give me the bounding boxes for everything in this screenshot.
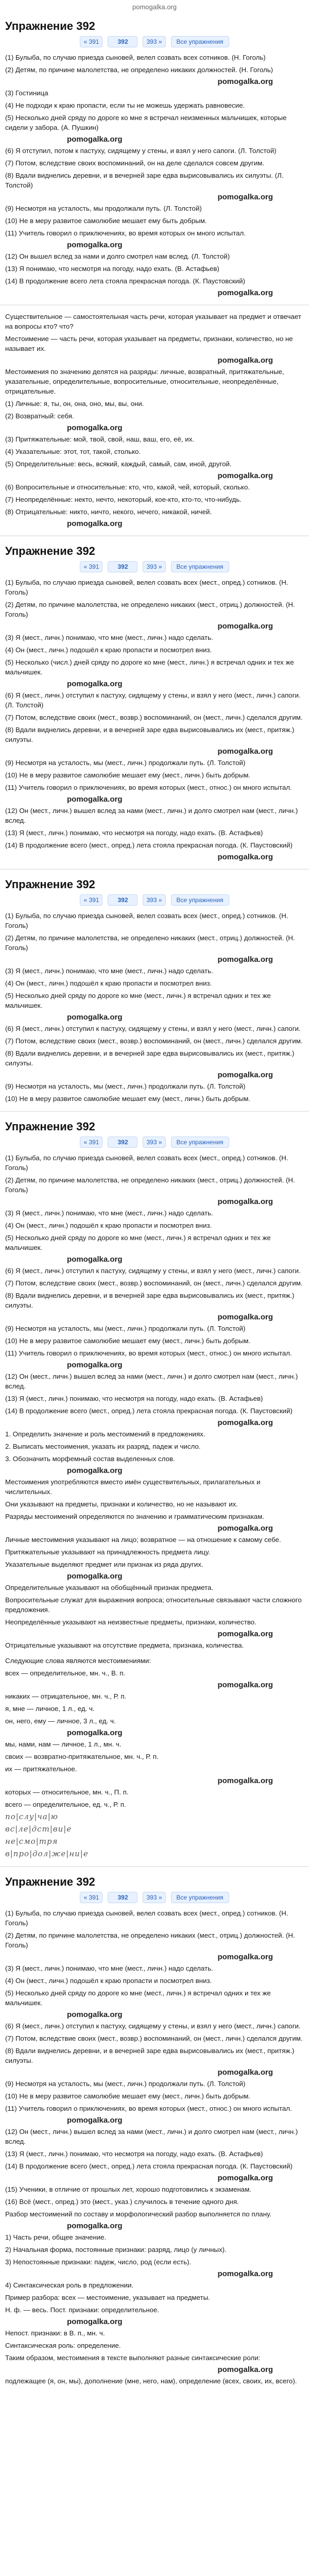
text-line: 1. Определить значение и роль местоимений в предложениях.	[5, 1430, 205, 1438]
watermark: pomogalka.org	[217, 622, 273, 631]
exercise-text	[5, 1153, 304, 1650]
text-line: (9) Несмотря на усталость, мы (мест., личн.) продолжали путь. (Л. Толстой)	[5, 1082, 246, 1090]
text-line: (5) Несколько дней сряду по дороге ко мне (мест., личн.) я встречал одних и тех же мальчишек.	[5, 1989, 271, 2007]
text-line: (8) Вдали виднелись деревни, и в вечерней заре едва вырисовывались их силуэты. (Л. Толстой)	[5, 172, 284, 189]
exercise-block-4	[0, 1115, 309, 1650]
current-exercise: 392	[108, 894, 138, 906]
text-line: Они указывают на предметы, признаки и количество, но не называют их.	[5, 1500, 238, 1508]
watermark: pomogalka.org	[217, 1418, 273, 1427]
text-line: (3) Я (мест., личн.) понимаю, что мне (мест., личн.) надо сделать.	[5, 967, 213, 975]
exercise-title: Упражнение 392	[5, 1120, 95, 1133]
watermark: pomogalka.org	[217, 1630, 273, 1638]
exercise-block-1	[0, 14, 309, 297]
text-line: (13) Я (мест., личн.) понимаю, что несмотря на погоду, надо ехать. (В. Астафьев)	[5, 829, 263, 837]
handwritten-breakdown-2: вс|ле|дст|ви|е	[5, 1824, 72, 1834]
exercise-nav	[5, 894, 304, 906]
text-line: я, мне — личное, 1 л., ед. ч.	[5, 1705, 95, 1713]
all-exercises-button[interactable]: Все упражнения	[171, 561, 229, 572]
text-line: (2) Детям, по причине малолетства, не определено никаких (мест., отриц.) должностей. (Н. Гоголь)	[5, 1931, 295, 1949]
text-line: (11) Учитель говорил о приключениях, во время которых (мест., относ.) он много испытал.	[5, 1349, 292, 1357]
text-line: Личные местоимения указывают на лицо; возвратное — на отношение к самому себе.	[5, 1536, 281, 1544]
watermark: pomogalka.org	[67, 795, 123, 804]
text-line: (16) Всё (мест., опред.) это (мест., указ.) случилось в течение одного дня.	[5, 2198, 239, 2206]
text-line: (1) Булыба, по случаю приезда сыновей, велел созвать всех (мест., опред.) сотников. (Н. Гоголь)	[5, 1909, 288, 1927]
all-exercises-button[interactable]: Все упражнения	[171, 36, 229, 47]
text-line: (12) Он (мест., личн.) вышел вслед за нами (мест., личн.) и долго смотрел нам (мест., личн.) вслед.	[5, 1372, 298, 1390]
text-line: (1) Личные: я, ты, он, она, оно, мы, вы, они.	[5, 400, 144, 408]
next-exercise-button[interactable]: 393 »	[143, 1137, 165, 1148]
current-exercise: 392	[108, 1892, 138, 1903]
text-line: (6) Я отступил, потом к пастуху, сидящему у стены, и взял у него сапоги. (Л. Толстой)	[5, 147, 277, 155]
watermark: pomogalka.org	[217, 747, 273, 756]
text-line: (1) Булыба, по случаю приезда сыновей, велел созвать всех (мест., опред.) сотников. (Н. Гоголь)	[5, 912, 288, 929]
text-line: (9) Несмотря на усталость, мы (мест., личн.) продолжали путь. (Л. Толстой)	[5, 759, 246, 767]
watermark: pomogalka.org	[67, 423, 123, 432]
text-line: мы, нами, нам — личное, 1 л., мн. ч.	[5, 1740, 122, 1748]
watermark: pomogalka.org	[217, 1313, 273, 1321]
next-exercise-button[interactable]: 393 »	[143, 894, 165, 906]
text-line: (3) Я (мест., личн.) понимаю, что мне (мест., личн.) надо сделать.	[5, 1964, 213, 1972]
next-exercise-button[interactable]: 393 »	[143, 561, 165, 572]
text-line: (2) Детям, по причине малолетства, не определено никаких (мест., отриц.) должностей. (Н. Гоголь)	[5, 934, 295, 952]
text-line: их — притяжательное.	[5, 1765, 77, 1773]
watermark: pomogalka.org	[67, 519, 123, 528]
text-line: (1) Булыба, по случаю приезда сыновей, велел созвать всех сотников. (Н. Гоголь)	[5, 54, 266, 61]
text-line: (12) Он (мест., личн.) вышел вслед за нами (мест., личн.) и долго смотрел нам (мест., личн.) вслед.	[5, 2128, 298, 2145]
text-line: Следующие слова являются местоимениями:	[5, 1657, 151, 1665]
watermark: pomogalka.org	[217, 955, 273, 964]
text-line: 3. Обозначить морфемный состав выделенных слов.	[5, 1455, 175, 1463]
watermark: pomogalka.org	[67, 1361, 123, 1369]
text-line: Разбор местоимений по составу и морфологический разбор выполняется по плану.	[5, 2210, 272, 2218]
text-line: (6) Я (мест., личн.) отступил к пастуху, сидящему у стены, и взял у него (мест., личн.) сапоги.	[5, 2022, 301, 2030]
exercise-text	[5, 911, 304, 1104]
text-line: Определительные указывают на обобщённый признак предмета.	[5, 1584, 214, 1591]
text-line: (7) Потом, вследствие своих (мест., возвр.) воспоминаний, он (мест., личн.) сделался другим.	[5, 714, 303, 721]
text-line: (10) Не в меру развитое самолюбие мешает ему (мест., личн.) быть добрым.	[5, 1337, 251, 1345]
prev-exercise-button[interactable]: « 391	[80, 561, 102, 572]
watermark: pomogalka.org	[67, 1013, 123, 1022]
watermark: pomogalka.org	[217, 193, 273, 201]
text-line: (3) Притяжательные: мой, твой, свой, наш, ваш, его, её, их.	[5, 435, 195, 443]
text-line: (9) Несмотря на усталость, мы (мест., личн.) продолжали путь. (Л. Толстой)	[5, 2080, 246, 2088]
text-line: (13) Я (мест., личн.) понимаю, что несмотря на погоду, надо ехать. (В. Астафьев)	[5, 2150, 263, 2158]
text-line: (7) Неопределённые: некто, нечто, некоторый, кое-кто, кто-то, что-нибудь.	[5, 496, 242, 503]
watermark: pomogalka.org	[217, 1681, 273, 1689]
watermark: pomogalka.org	[217, 1776, 273, 1785]
watermark: pomogalka.org	[217, 2269, 273, 2278]
text-line: (15) Ученики, в отличие от прошлых лет, хорошо подготовились к экзаменам.	[5, 2185, 252, 2193]
text-line: Местоимения употребляются вместо имён существительных, прилагательных и числительных.	[5, 1478, 261, 1496]
watermark: pomogalka.org	[217, 471, 273, 480]
text-line: (1) Булыба, по случаю приезда сыновей, велел созвать всех (мест., опред.) сотников. (Н. Гоголь)	[5, 1154, 288, 1172]
prev-exercise-button[interactable]: « 391	[80, 1137, 102, 1148]
text-line: (14) В продолжение всего (мест., опред.) лета стояла прекрасная погода. (К. Паустовский)	[5, 1407, 293, 1415]
text-line: (6) Я (мест., личн.) отступил к пастуху, сидящему у стены, и взял у него (мест., личн.) сапоги.	[5, 1267, 301, 1275]
text-line: (14) В продолжение всего (мест., опред.) лета стояла прекрасная погода. (К. Паустовский)	[5, 841, 293, 849]
text-line: никаких — отрицательное, мн. ч., Р. п.	[5, 1692, 127, 1700]
exercise-text	[5, 1908, 304, 2386]
text-line: (4) Он (мест., личн.) подошёл к краю пропасти и посмотрел вниз.	[5, 1222, 212, 1229]
text-line: 4) Синтаксическая роль в предложении.	[5, 2281, 134, 2289]
handwritten-breakdown-3: не|смо|тря	[5, 1837, 58, 1846]
text-line: (8) Вдали виднелись деревни, и в вечерней заре едва вырисовывались их (мест., притяж.) силуэты.	[5, 2047, 295, 2064]
text-line: (13) Я понимаю, что несмотря на погоду, надо ехать. (В. Астафьев)	[5, 265, 219, 273]
text-line: (1) Булыба, по случаю приезда сыновей, велел созвать всех (мест., опред.) сотников. (Н. Гоголь)	[5, 579, 288, 596]
watermark: pomogalka.org	[67, 241, 123, 249]
text-line: он, него, ему — личное, 3 л., ед. ч.	[5, 1717, 116, 1725]
watermark: pomogalka.org	[217, 289, 273, 297]
prev-exercise-button[interactable]: « 391	[80, 894, 102, 906]
text-line: (7) Потом, вследствие своих воспоминаний, он на деле сделался совсем другим.	[5, 159, 265, 167]
exercise-block-3	[0, 873, 309, 1104]
divider	[0, 535, 309, 536]
text-line: всех — определительное, мн. ч., В. п.	[5, 1669, 126, 1677]
watermark: pomogalka.org	[217, 2365, 273, 2374]
text-line: Местоимения по значению делятся на разряды: личные, возвратный, притяжательные, указательные, определительные, вопросительные, относительные, неопределённые, отрицательные.	[5, 368, 284, 395]
text-line: (8) Вдали виднелись деревни, и в вечерней заре едва вырисовывались их (мест., притяж.) силуэты.	[5, 1049, 295, 1067]
watermark: pomogalka.org	[67, 2317, 123, 2326]
text-line: (5) Несколько дней сряду по дороге ко мне я встречал неизменных мальчишек, которые сидели у забора. (А. Пушкин)	[5, 114, 287, 131]
analysis-block	[0, 1653, 309, 1859]
theory-text	[5, 312, 304, 528]
text-line: Отрицательные указывают на отсутствие предмета, признака, количества.	[5, 1641, 244, 1649]
text-line: (4) Он (мест., личн.) подошёл к краю пропасти и посмотрел вниз.	[5, 979, 212, 987]
divider	[0, 869, 309, 870]
text-line: Непост. признаки: в В. п., мн. ч.	[5, 2329, 105, 2337]
watermark: pomogalka.org	[67, 1255, 123, 1264]
watermark: pomogalka.org	[217, 853, 273, 861]
watermark: pomogalka.org	[67, 680, 123, 688]
text-line: Неопределённые указывают на неизвестные предметы, признаки, количество.	[5, 1618, 256, 1626]
text-line: (8) Вдали виднелись деревни, и в вечерней заре едва вырисовывались их (мест., притяж.) силуэты.	[5, 1292, 295, 1309]
text-line: (6) Я (мест., личн.) отступил к пастуху, сидящему у стены, и взял у него (мест., личн.) сапоги. (Л. Толстой)	[5, 691, 301, 709]
divider	[0, 1111, 309, 1112]
text-line: Указательные выделяют предмет или признак из ряда других.	[5, 1561, 203, 1568]
text-line: Существительное — самостоятельная часть речи, которая указывает на предмет и отвечает на вопросы кто? что?	[5, 313, 301, 330]
all-exercises-button[interactable]: Все упражнения	[171, 1892, 229, 1903]
prev-exercise-button[interactable]: « 391	[80, 36, 102, 47]
exercise-block-2	[0, 539, 309, 861]
watermark: pomogalka.org	[67, 135, 123, 144]
exercise-nav	[5, 1892, 304, 1903]
exercise-block-5	[0, 1870, 309, 2386]
exercise-nav	[5, 36, 304, 47]
text-line: (6) Я (мест., личн.) отступил к пастуху, сидящему у стены, и взял у него (мест., личн.) сапоги.	[5, 1025, 301, 1032]
text-line: Вопросительные служат для выражения вопроса; относительные связывают части сложного предложения.	[5, 1596, 302, 1614]
current-exercise: 392	[108, 36, 138, 47]
divider	[0, 1866, 309, 1867]
text-line: (13) Я (мест., личн.) понимаю, что несмотря на погоду, надо ехать. (В. Астафьев)	[5, 1395, 263, 1402]
watermark: pomogalka.org	[217, 1071, 273, 1079]
text-line: (12) Он (мест., личн.) вышел вслед за нами (мест., личн.) и долго смотрел нам (мест., личн.) вслед.	[5, 807, 298, 824]
exercise-text	[5, 53, 304, 297]
text-line: (11) Учитель говорил о приключениях, во время которых (мест., относ.) он много испытал.	[5, 2105, 292, 2112]
exercise-nav	[5, 1137, 304, 1148]
text-line: (3) Я (мест., личн.) понимаю, что мне (мест., личн.) надо сделать.	[5, 634, 213, 641]
text-line: (4) Он (мест., личн.) подошёл к краю пропасти и посмотрел вниз.	[5, 1977, 212, 1985]
text-line: (10) Не в меру развитое самолюбие мешает ему (мест., личн.) быть добрым.	[5, 771, 251, 779]
text-line: Пример разбора: всех — местоимение, указывает на предметы.	[5, 2294, 210, 2301]
text-line: (2) Детям, по причине малолетства, не определено никаких (мест., отриц.) должностей. (Н. Гоголь)	[5, 601, 295, 618]
text-line: подлежащее (я, он, мы), дополнение (мне, него, нам), определение (всех, своих, их, всего).	[5, 2377, 297, 2385]
text-line: (9) Несмотря на усталость, мы (мест., личн.) продолжали путь. (Л. Толстой)	[5, 1325, 246, 1332]
text-line: (4) Указательные: этот, тот, такой, столько.	[5, 448, 141, 455]
watermark: pomogalka.org	[67, 2222, 123, 2230]
exercise-title: Упражнение 392	[5, 1875, 95, 1888]
text-line: (4) Он (мест., личн.) подошёл к краю пропасти и посмотрел вниз.	[5, 646, 212, 654]
current-exercise: 392	[108, 561, 138, 572]
text-line: (5) Несколько дней сряду по дороге ко мне (мест., личн.) я встречал одних и тех же мальчишек.	[5, 1234, 271, 1251]
text-line: (9) Несмотря на усталость, мы продолжали путь. (Л. Толстой)	[5, 205, 202, 212]
text-line: своих — возвратно-притяжательное, мн. ч., Р. п.	[5, 1753, 159, 1760]
analysis-text	[5, 1656, 304, 1809]
text-line: (2) Детям, по причине малолетства, не определено никаких (мест., отриц.) должностей. (Н. Гоголь)	[5, 1176, 295, 1194]
text-line: 3) Непостоянные признаки: падеж, число, род (если есть).	[5, 2258, 192, 2266]
text-line: 2) Начальная форма, постоянные признаки: разряд, лицо (у личных).	[5, 2246, 227, 2253]
text-line: (10) Не в меру развитое самолюбие мешает ему (мест., личн.) быть добрым.	[5, 2092, 251, 2100]
text-line: (6) Вопросительные и относительные: кто, что, какой, чей, который, сколько.	[5, 483, 250, 491]
divider	[0, 304, 309, 306]
watermark: pomogalka.org	[67, 1466, 123, 1475]
text-line: (12) Он вышел вслед за нами и долго смотрел нам вслед. (Л. Толстой)	[5, 252, 230, 260]
watermark: pomogalka.org	[217, 77, 273, 86]
text-line: (7) Потом, вследствие своих (мест., возвр.) воспоминаний, он (мест., личн.) сделался другим.	[5, 1037, 303, 1045]
watermark: pomogalka.org	[67, 1728, 123, 1737]
site-url[interactable]: pomogalka.org	[132, 3, 177, 11]
text-line: (2) Детям, по причине малолетства, не определено никаких должностей. (Н. Гоголь)	[5, 66, 273, 74]
text-line: (3) Гостиница	[5, 89, 48, 97]
text-line: Синтаксическая роль: определение.	[5, 2342, 121, 2349]
text-line: (10) Не в меру развитое самолюбие мешает ему быть добрым.	[5, 217, 207, 225]
text-line: (8) Отрицательные: никто, ничто, некого, нечего, никакой, ничей.	[5, 508, 212, 516]
theory-block	[0, 309, 309, 528]
watermark: pomogalka.org	[67, 1572, 123, 1581]
text-line: (5) Определительные: весь, всякий, каждый, самый, сам, иной, другой.	[5, 460, 232, 468]
text-line: (4) Не подходи к краю пропасти, если ты не можешь удержать равновесие.	[5, 101, 245, 109]
text-line: Таким образом, местоимения в тексте выполняют разные синтаксические роли:	[5, 2354, 261, 2362]
prev-exercise-button[interactable]: « 391	[80, 1892, 102, 1903]
text-line: Разряды местоимений определяются по значению и грамматическим признакам.	[5, 1513, 265, 1520]
exercise-title: Упражнение 392	[5, 20, 95, 32]
text-line: (7) Потом, вследствие своих (мест., возвр.) воспоминаний, он (мест., личн.) сделался другим.	[5, 1279, 303, 1287]
text-line: (5) Несколько дней сряду по дороге ко мне (мест., личн.) я встречал одних и тех же мальчишек.	[5, 992, 271, 1009]
text-line: Притяжательные указывают на принадлежность предмета лицу.	[5, 1548, 211, 1556]
watermark: pomogalka.org	[217, 356, 273, 365]
text-line: (11) Учитель говорил о приключениях, во время которых (мест., относ.) он много испытал.	[5, 784, 292, 791]
all-exercises-button[interactable]: Все упражнения	[171, 894, 229, 906]
text-line: (3) Я (мест., личн.) понимаю, что мне (мест., личн.) надо сделать.	[5, 1209, 213, 1217]
text-line: всего — определительное, ед. ч., Р. п.	[5, 1801, 126, 1808]
watermark: pomogalka.org	[217, 1197, 273, 1206]
watermark: pomogalka.org	[217, 1953, 273, 1961]
current-exercise: 392	[108, 1137, 138, 1148]
exercise-title: Упражнение 392	[5, 545, 95, 557]
handwritten-breakdown-4: в|про|дол|же|ни|е	[5, 1849, 89, 1858]
text-line: (2) Возвратный: себя.	[5, 412, 74, 420]
next-exercise-button[interactable]: 393 »	[143, 1892, 165, 1903]
all-exercises-button[interactable]: Все упражнения	[171, 1137, 229, 1148]
exercise-text	[5, 578, 304, 861]
text-line: (11) Учитель говорил о приключениях, во время которых он много испытал.	[5, 229, 246, 237]
watermark: pomogalka.org	[217, 2068, 273, 2077]
exercise-title: Упражнение 392	[5, 878, 95, 891]
watermark: pomogalka.org	[67, 2010, 123, 2019]
watermark: pomogalka.org	[217, 2174, 273, 2182]
text-line: которых — относительное, мн. ч., П. п.	[5, 1788, 129, 1796]
watermark: pomogalka.org	[67, 2116, 123, 2125]
text-line: 2. Выписать местоимения, указать их разряд, падеж и число.	[5, 1443, 201, 1450]
text-line: (7) Потом, вследствие своих (мест., возвр.) воспоминаний, он (мест., личн.) сделался другим.	[5, 2035, 303, 2042]
text-line: (8) Вдали виднелись деревни, и в вечерней заре едва вырисовывались их (мест., притяж.) силуэты.	[5, 726, 295, 743]
text-line: (5) Несколько (числ.) дней сряду по дороге ко мне (мест., личн.) я встречал одних и тех же мальчишек.	[5, 658, 294, 676]
text-line: 1) Часть речи, общее значение.	[5, 2233, 107, 2241]
watermark: pomogalka.org	[217, 1524, 273, 1533]
text-line: Н. ф. — весь. Пост. признаки: определительное.	[5, 2306, 160, 2314]
handwritten-breakdown-1: по|слу|ча|ю	[5, 1812, 58, 1821]
exercise-nav	[5, 561, 304, 572]
text-line: (14) В продолжение всего (мест., опред.) лета стояла прекрасная погода. (К. Паустовский)	[5, 2162, 293, 2170]
text-line: (10) Не в меру развитое самолюбие мешает ему (мест., личн.) быть добрым.	[5, 1095, 251, 1103]
next-exercise-button[interactable]: 393 »	[143, 36, 165, 47]
text-line: (14) В продолжение всего лета стояла прекрасная погода. (К. Паустовский)	[5, 277, 245, 285]
text-line: Местоимение — часть речи, которая указывает на предметы, признаки, количество, но не называет их.	[5, 335, 293, 352]
